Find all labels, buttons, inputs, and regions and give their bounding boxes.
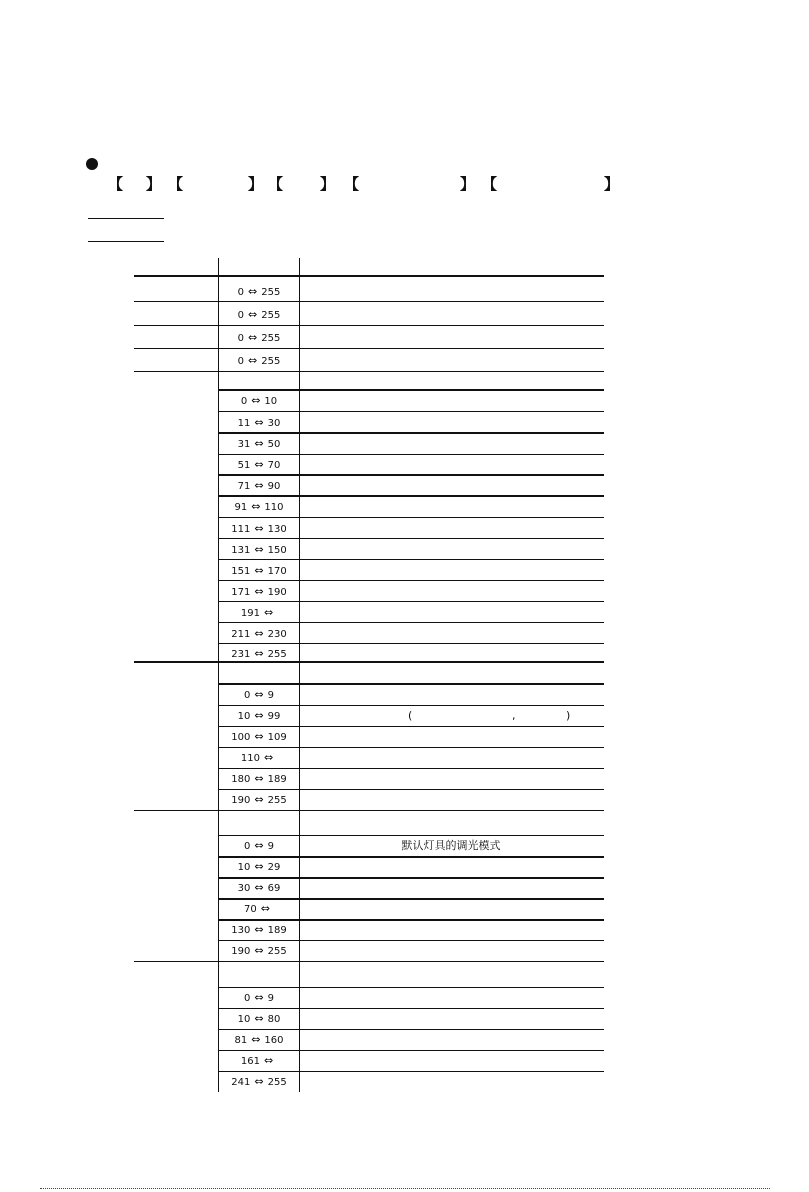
- range-cell: [219, 565, 299, 578]
- range-from: 30: [237, 883, 251, 894]
- row-rule: [219, 726, 604, 727]
- bullet-dot: [86, 158, 98, 170]
- range-cell: [219, 1034, 299, 1047]
- range-from: 180: [231, 774, 251, 785]
- range-from: 0: [244, 690, 251, 701]
- range-from: 11: [237, 418, 251, 429]
- double-arrow-icon: ⇔: [254, 416, 264, 429]
- row-rule: [219, 517, 604, 518]
- row-rule: [219, 1008, 604, 1009]
- range-cell: [219, 924, 299, 937]
- row-rule: [219, 601, 604, 602]
- row-rule: [219, 789, 604, 790]
- range-cell: [219, 309, 299, 322]
- double-arrow-icon: ⇔: [254, 564, 264, 577]
- range-from: 0: [237, 333, 245, 344]
- double-arrow-icon: ⇔: [260, 902, 270, 915]
- footer-rule: [40, 1188, 770, 1189]
- range-from: 70: [244, 904, 257, 915]
- range-cell: [219, 607, 299, 620]
- range-to: 9: [267, 690, 274, 701]
- bracket-open-3: 【: [268, 175, 284, 193]
- range-to: 109: [267, 732, 287, 743]
- double-arrow-icon: ⇔: [251, 394, 261, 407]
- row-rule: [219, 538, 604, 539]
- double-arrow-icon: ⇔: [254, 944, 264, 957]
- double-arrow-icon: ⇔: [254, 1012, 264, 1025]
- range-to: 230: [267, 629, 287, 640]
- range-to: 150: [267, 545, 287, 556]
- range-cell: [219, 501, 299, 514]
- range-to: 50: [267, 439, 281, 450]
- range-to: 9: [267, 841, 274, 852]
- range-to: 189: [267, 774, 287, 785]
- range-from: 190: [231, 795, 251, 806]
- range-to: 255: [261, 356, 281, 367]
- bracket-close-4: 】: [460, 175, 476, 193]
- bracket-open-1: 【: [108, 175, 124, 193]
- group-rule: [134, 810, 604, 811]
- range-cell: [219, 752, 299, 765]
- paren-close: ): [566, 709, 571, 722]
- range-to: 255: [267, 795, 287, 806]
- range-cell: [219, 523, 299, 536]
- range-to: 189: [267, 925, 287, 936]
- bracket-open-5: 【: [482, 175, 498, 193]
- range-cell: [219, 1013, 299, 1026]
- row-rule: [219, 683, 604, 685]
- range-to: 90: [267, 481, 281, 492]
- range-from: 0: [237, 356, 245, 367]
- range-from: 0: [244, 841, 251, 852]
- range-cell: [219, 903, 299, 916]
- row-rule: [219, 559, 604, 560]
- description-cell: [300, 839, 602, 852]
- paren-open: (: [408, 709, 413, 722]
- row-rule: [134, 325, 604, 326]
- double-arrow-icon: ⇔: [254, 437, 264, 450]
- range-cell: [219, 794, 299, 807]
- range-cell: [219, 882, 299, 895]
- bracket-close-5: 】: [604, 175, 620, 193]
- range-from: 10: [237, 862, 251, 873]
- range-cell: [219, 992, 299, 1005]
- bracket-open-2: 【: [168, 175, 184, 193]
- group-rule: [134, 661, 604, 663]
- double-arrow-icon: ⇔: [254, 522, 264, 535]
- range-cell: [219, 417, 299, 430]
- range-cell: [219, 544, 299, 557]
- range-to: 255: [261, 310, 281, 321]
- range-from: 10: [237, 711, 251, 722]
- row-rule: [219, 580, 604, 581]
- row-rule: [219, 622, 604, 623]
- row-rule: [219, 940, 604, 941]
- range-from: 0: [244, 993, 251, 1004]
- underline-1: [88, 218, 164, 219]
- range-from: 190: [231, 946, 251, 957]
- range-from: 31: [237, 439, 251, 450]
- row-rule: [219, 747, 604, 748]
- range-from: 241: [231, 1077, 251, 1088]
- row-rule: [219, 389, 604, 391]
- range-to: 69: [267, 883, 281, 894]
- row-rule: [134, 348, 604, 349]
- range-from: 151: [231, 566, 251, 577]
- range-from: 71: [237, 481, 251, 492]
- range-to: 70: [267, 460, 281, 471]
- range-to: 30: [267, 418, 281, 429]
- range-to: 9: [267, 993, 274, 1004]
- group-rule: [134, 961, 604, 962]
- double-arrow-icon: ⇔: [254, 793, 264, 806]
- double-arrow-icon: ⇔: [254, 458, 264, 471]
- double-arrow-icon: ⇔: [254, 923, 264, 936]
- bracket-open-4: 【: [344, 175, 360, 193]
- row-rule: [219, 411, 604, 412]
- double-arrow-icon: ⇔: [254, 1075, 264, 1088]
- double-arrow-icon: ⇔: [263, 751, 274, 764]
- double-arrow-icon: ⇔: [254, 709, 264, 722]
- dimmer-mode-description: 默认灯具的调光模式: [401, 839, 501, 852]
- double-arrow-icon: ⇔: [254, 479, 264, 492]
- double-arrow-icon: ⇔: [254, 585, 264, 598]
- row-rule: [134, 371, 604, 372]
- range-to: 130: [267, 524, 287, 535]
- double-arrow-icon: ⇔: [254, 991, 264, 1004]
- underline-2: [88, 241, 164, 242]
- row-rule: [219, 1029, 604, 1030]
- range-to: 10: [264, 396, 278, 407]
- row-rule: [219, 495, 604, 497]
- row-rule: [219, 474, 604, 476]
- range-to: 110: [264, 502, 284, 513]
- range-cell: [219, 459, 299, 472]
- range-from: 100: [231, 732, 251, 743]
- row-rule: [219, 643, 604, 644]
- column-divider-1: [218, 258, 219, 1092]
- comma: ,: [512, 709, 516, 722]
- range-from: 171: [231, 587, 251, 598]
- range-to: 255: [261, 287, 281, 298]
- double-arrow-icon: ⇔: [248, 354, 258, 367]
- range-cell: [219, 628, 299, 641]
- range-from: 131: [231, 545, 251, 556]
- double-arrow-icon: ⇔: [254, 772, 264, 785]
- range-from: 110: [240, 753, 260, 764]
- range-cell: [219, 1055, 299, 1068]
- range-to: 29: [267, 862, 281, 873]
- range-cell: [219, 395, 299, 408]
- range-from: 191: [240, 608, 260, 619]
- range-to: 99: [267, 711, 281, 722]
- range-cell: [219, 1076, 299, 1089]
- double-arrow-icon: ⇔: [254, 627, 264, 640]
- range-cell: [219, 861, 299, 874]
- range-from: 211: [231, 629, 251, 640]
- double-arrow-icon: ⇔: [251, 1033, 261, 1046]
- double-arrow-icon: ⇔: [254, 860, 264, 873]
- range-to: 255: [267, 946, 287, 957]
- double-arrow-icon: ⇔: [248, 331, 258, 344]
- range-cell: [219, 586, 299, 599]
- range-from: 81: [234, 1035, 248, 1046]
- range-to: 255: [267, 649, 287, 660]
- range-from: 231: [231, 649, 251, 660]
- row-rule: [219, 768, 604, 769]
- double-arrow-icon: ⇔: [263, 1054, 274, 1067]
- double-arrow-icon: ⇔: [254, 688, 264, 701]
- range-from: 0: [237, 287, 245, 298]
- double-arrow-icon: ⇔: [254, 647, 264, 660]
- double-arrow-icon: ⇔: [254, 730, 264, 743]
- range-cell: [219, 710, 299, 723]
- row-rule: [219, 432, 604, 434]
- row-rule: [219, 856, 604, 858]
- row-rule: [219, 1050, 604, 1051]
- row-rule: [134, 301, 604, 302]
- row-rule: [219, 1071, 604, 1072]
- row-rule: [219, 987, 604, 988]
- range-cell: [219, 286, 299, 299]
- range-cell: [219, 480, 299, 493]
- table-header-rule: [134, 275, 604, 277]
- range-to: 80: [267, 1014, 281, 1025]
- double-arrow-icon: ⇔: [251, 500, 261, 513]
- range-from: 0: [237, 310, 245, 321]
- range-cell: [219, 840, 299, 853]
- range-to: 160: [264, 1035, 284, 1046]
- double-arrow-icon: ⇔: [254, 839, 264, 852]
- double-arrow-icon: ⇔: [263, 606, 274, 619]
- range-cell: [219, 773, 299, 786]
- range-cell: [219, 332, 299, 345]
- range-from: 111: [231, 524, 251, 535]
- row-rule: [219, 835, 604, 836]
- range-cell: [219, 731, 299, 744]
- bracket-close-2: 】: [248, 175, 264, 193]
- range-from: 10: [237, 1014, 251, 1025]
- double-arrow-icon: ⇔: [248, 285, 258, 298]
- bracket-close-1: 】: [146, 175, 162, 193]
- range-cell: [219, 689, 299, 702]
- double-arrow-icon: ⇔: [254, 881, 264, 894]
- range-from: 0: [240, 396, 248, 407]
- bracket-close-3: 】: [320, 175, 336, 193]
- row-rule: [219, 705, 604, 706]
- range-to: 190: [267, 587, 287, 598]
- range-cell: [219, 648, 299, 661]
- double-arrow-icon: ⇔: [254, 543, 264, 556]
- column-divider-2: [299, 258, 300, 1092]
- row-rule: [219, 919, 604, 921]
- range-from: 91: [234, 502, 248, 513]
- range-from: 161: [240, 1056, 260, 1067]
- range-from: 130: [231, 925, 251, 936]
- range-to: 170: [267, 566, 287, 577]
- range-cell: [219, 945, 299, 958]
- double-arrow-icon: ⇔: [248, 308, 258, 321]
- range-to: 255: [267, 1077, 287, 1088]
- range-cell: [219, 355, 299, 368]
- row-rule: [219, 898, 604, 900]
- row-rule: [219, 454, 604, 455]
- range-from: 51: [237, 460, 251, 471]
- range-to: 255: [261, 333, 281, 344]
- row-rule: [219, 877, 604, 879]
- range-cell: [219, 438, 299, 451]
